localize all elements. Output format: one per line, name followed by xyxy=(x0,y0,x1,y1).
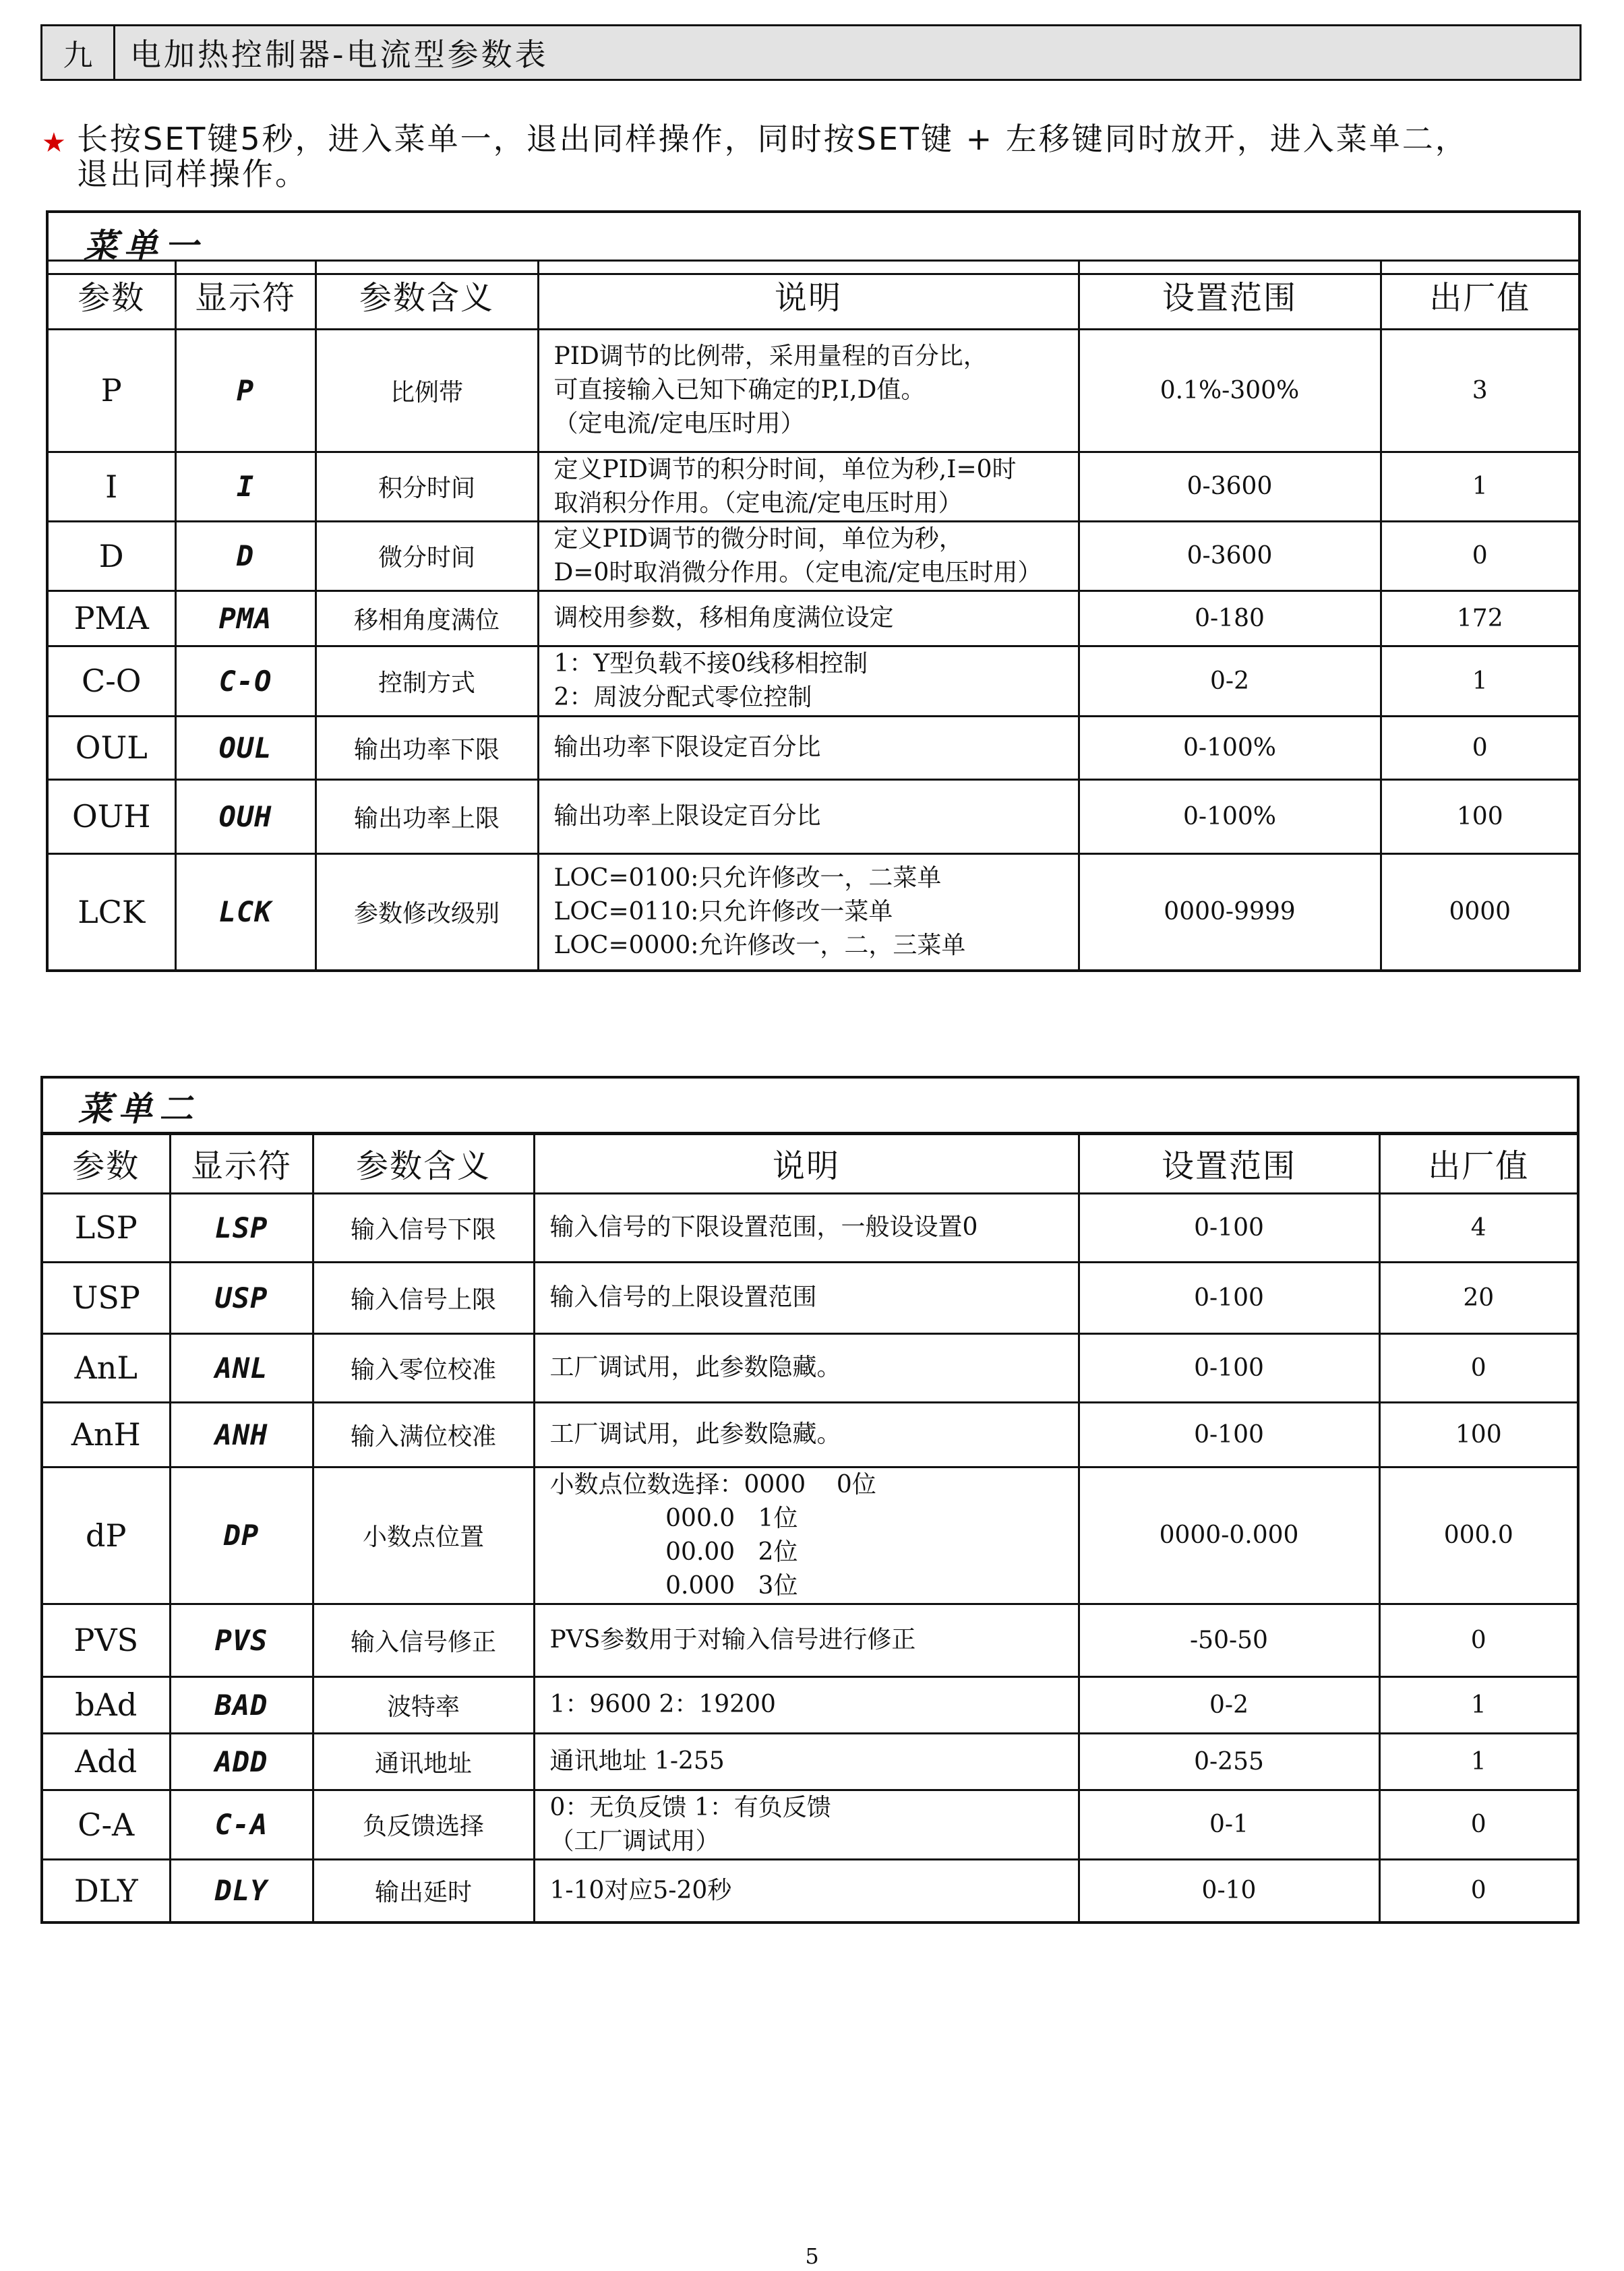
param-cell: P xyxy=(49,329,175,452)
description-line: 输出功率下限设定百分比 xyxy=(553,733,821,761)
menu1-header-row xyxy=(49,260,1578,329)
table-row xyxy=(49,452,1578,521)
header-display: 显示符 xyxy=(175,260,315,329)
description-line: 1：Y型负载不接0线移相控制 xyxy=(553,650,868,677)
table-row xyxy=(49,329,1578,452)
description-line: （工厂调试用） xyxy=(549,1827,720,1855)
range-cell: 0-100% xyxy=(1079,716,1381,779)
description-line: 工厂调试用，此参数隐藏。 xyxy=(549,1354,841,1381)
description-cell xyxy=(534,1733,1079,1790)
table-row xyxy=(43,1733,1577,1790)
description-line: 定义PID调节的微分时间，单位为秒， xyxy=(553,524,963,553)
description-line: 通讯地址 1-255 xyxy=(549,1747,725,1775)
table-row xyxy=(49,591,1578,646)
description-cell xyxy=(534,1402,1079,1467)
meaning-cell: 波特率 xyxy=(313,1676,534,1733)
description-line: 000.0 1位 xyxy=(549,1504,798,1532)
range-cell: 0-180 xyxy=(1079,591,1381,646)
description-line: D=0时取消微分作用。（定电流/定电压时用） xyxy=(553,558,1042,586)
range-cell: 0-100 xyxy=(1079,1262,1379,1333)
description-cell xyxy=(534,1790,1079,1859)
display-symbol-cell: ANL xyxy=(170,1333,313,1402)
section-number: 九 xyxy=(42,26,115,79)
meaning-cell: 输入满位校准 xyxy=(313,1402,534,1467)
display-symbol-cell: OUL xyxy=(175,716,315,779)
star-icon: ★ xyxy=(42,127,68,158)
default-cell: 000.0 xyxy=(1379,1467,1577,1604)
description-line: LOC=0000:允许修改一，二，三菜单 xyxy=(553,931,966,959)
header-param: 参数 xyxy=(43,1132,170,1193)
header-param: 参数 xyxy=(49,260,175,329)
param-cell: PVS xyxy=(43,1604,170,1676)
param-cell: I xyxy=(49,452,175,521)
param-cell: dP xyxy=(43,1467,170,1604)
description-cell xyxy=(538,521,1079,591)
table-row xyxy=(43,1859,1577,1921)
meaning-cell: 参数修改级别 xyxy=(315,853,538,969)
display-symbol-cell: PVS xyxy=(170,1604,313,1676)
table-row xyxy=(49,779,1578,853)
header-display: 显示符 xyxy=(170,1132,313,1193)
header-desc: 说明 xyxy=(534,1132,1079,1193)
default-cell: 3 xyxy=(1381,329,1578,452)
description-line: 取消积分作用。（定电流/定电压时用） xyxy=(553,489,963,517)
default-cell: 172 xyxy=(1381,591,1578,646)
range-cell: 0-10 xyxy=(1079,1859,1379,1921)
table-row xyxy=(49,646,1578,716)
default-cell: 1 xyxy=(1379,1733,1577,1790)
range-cell: 0-100 xyxy=(1079,1193,1379,1262)
table-row xyxy=(43,1402,1577,1467)
display-symbol-cell: ADD xyxy=(170,1733,313,1790)
range-cell: 0-2 xyxy=(1079,646,1381,716)
meaning-cell: 小数点位置 xyxy=(313,1467,534,1604)
description-line: LOC=0110:只允许修改一菜单 xyxy=(553,897,893,926)
description-cell xyxy=(534,1333,1079,1402)
range-cell: 0.1%-300% xyxy=(1079,329,1381,452)
description-cell xyxy=(538,591,1079,646)
range-cell: 0-3600 xyxy=(1079,452,1381,521)
range-cell: 0000-0.000 xyxy=(1079,1467,1379,1604)
menu1-title: 菜单一 xyxy=(49,213,1578,275)
table-row xyxy=(49,716,1578,779)
meaning-cell: 积分时间 xyxy=(315,452,538,521)
description-cell xyxy=(534,1193,1079,1262)
header-default: 出厂值 xyxy=(1381,260,1578,329)
display-symbol-cell: D xyxy=(175,521,315,591)
table-row xyxy=(49,853,1578,969)
param-cell: OUL xyxy=(49,716,175,779)
display-symbol-cell: LCK xyxy=(175,853,315,969)
param-cell: PMA xyxy=(49,591,175,646)
default-cell: 0000 xyxy=(1381,853,1578,969)
meaning-cell: 输入信号下限 xyxy=(313,1193,534,1262)
range-cell: 0-100 xyxy=(1079,1333,1379,1402)
display-symbol-cell: USP xyxy=(170,1262,313,1333)
description-cell xyxy=(538,452,1079,521)
meaning-cell: 输出延时 xyxy=(313,1859,534,1921)
param-cell: Add xyxy=(43,1733,170,1790)
display-symbol-cell: BAD xyxy=(170,1676,313,1733)
description-cell xyxy=(538,853,1079,969)
param-cell: C-O xyxy=(49,646,175,716)
table-row xyxy=(43,1262,1577,1333)
description-cell xyxy=(534,1467,1079,1604)
meaning-cell: 移相角度满位 xyxy=(315,591,538,646)
description-cell xyxy=(538,646,1079,716)
default-cell: 0 xyxy=(1381,521,1578,591)
description-line: 定义PID调节的积分时间，单位为秒,I=0时 xyxy=(553,455,1017,483)
meaning-cell: 输出功率上限 xyxy=(315,779,538,853)
section-header xyxy=(40,24,1582,81)
description-cell xyxy=(534,1859,1079,1921)
display-symbol-cell: P xyxy=(175,329,315,452)
description-line: LOC=0100:只允许修改一，二菜单 xyxy=(553,864,942,892)
param-cell: C-A xyxy=(43,1790,170,1859)
description-cell xyxy=(534,1676,1079,1733)
default-cell: 0 xyxy=(1379,1859,1577,1921)
param-cell: AnH xyxy=(43,1402,170,1467)
param-cell: USP xyxy=(43,1262,170,1333)
display-symbol-cell: C-O xyxy=(175,646,315,716)
param-cell: LSP xyxy=(43,1193,170,1262)
description-line: 输入信号的下限设置范围，一般设设置0 xyxy=(549,1213,978,1241)
meaning-cell: 输入信号上限 xyxy=(313,1262,534,1333)
menu2-header-row xyxy=(43,1132,1577,1193)
range-cell: 0-1 xyxy=(1079,1790,1379,1859)
range-cell: 0-2 xyxy=(1079,1676,1379,1733)
display-symbol-cell: OUH xyxy=(175,779,315,853)
description-line: （定电流/定电压时用） xyxy=(553,410,805,437)
default-cell: 1 xyxy=(1381,452,1578,521)
default-cell: 1 xyxy=(1379,1676,1577,1733)
table-row xyxy=(43,1604,1577,1676)
table-row xyxy=(43,1790,1577,1859)
display-symbol-cell: DP xyxy=(170,1467,313,1604)
header-meaning: 参数含义 xyxy=(315,260,538,329)
table-row xyxy=(49,521,1578,591)
display-symbol-cell: DLY xyxy=(170,1859,313,1921)
description-line: 输出功率上限设定百分比 xyxy=(553,802,821,830)
range-cell: 0-100 xyxy=(1079,1402,1379,1467)
menu1-body xyxy=(49,329,1578,969)
page-number: 5 xyxy=(805,2243,819,2269)
range-cell: 0000-9999 xyxy=(1079,853,1381,969)
param-cell: AnL xyxy=(43,1333,170,1402)
default-cell: 0 xyxy=(1379,1604,1577,1676)
default-cell: 0 xyxy=(1379,1790,1577,1859)
description-cell xyxy=(538,716,1079,779)
default-cell: 100 xyxy=(1379,1402,1577,1467)
param-cell: bAd xyxy=(43,1676,170,1733)
param-cell: OUH xyxy=(49,779,175,853)
description-line: 0：无负反馈 1：有负反馈 xyxy=(549,1793,831,1821)
menu1-table xyxy=(46,210,1581,972)
meaning-cell: 比例带 xyxy=(315,329,538,452)
description-line: 0.000 3位 xyxy=(549,1571,798,1600)
range-cell: 0-255 xyxy=(1079,1733,1379,1790)
param-cell: DLY xyxy=(43,1859,170,1921)
display-symbol-cell: ANH xyxy=(170,1402,313,1467)
param-cell: LCK xyxy=(49,853,175,969)
instruction-line-1: 长按SET键5秒，进入菜单一，退出同样操作，同时按SET键 + 左移键同时放开，进入菜单二， xyxy=(77,121,1468,157)
range-cell: 0-100% xyxy=(1079,779,1381,853)
menu2-title: 菜单二 xyxy=(43,1079,1577,1135)
header-default: 出厂值 xyxy=(1379,1132,1577,1193)
header-range: 设置范围 xyxy=(1079,1132,1379,1193)
meaning-cell: 输入信号修正 xyxy=(313,1604,534,1676)
meaning-cell: 通讯地址 xyxy=(313,1733,534,1790)
description-cell xyxy=(538,329,1079,452)
description-line: 00.00 2位 xyxy=(549,1538,798,1566)
meaning-cell: 输出功率下限 xyxy=(315,716,538,779)
table-row xyxy=(43,1467,1577,1604)
description-line: 1-10对应5-20秒 xyxy=(549,1876,732,1904)
table-row xyxy=(43,1193,1577,1262)
meaning-cell: 负反馈选择 xyxy=(313,1790,534,1859)
description-line: 2：周波分配式零位控制 xyxy=(553,684,812,711)
description-line: 小数点位数选择：0000 0位 xyxy=(549,1470,876,1498)
default-cell: 1 xyxy=(1381,646,1578,716)
param-cell: D xyxy=(49,521,175,591)
table-row xyxy=(43,1676,1577,1733)
description-cell xyxy=(534,1262,1079,1333)
description-line: PVS参数用于对输入信号进行修正 xyxy=(549,1626,916,1654)
description-cell xyxy=(534,1604,1079,1676)
description-line: 1：9600 2：19200 xyxy=(549,1691,776,1718)
menu2-table xyxy=(40,1076,1580,1924)
table-row xyxy=(43,1333,1577,1402)
display-symbol-cell: I xyxy=(175,452,315,521)
default-cell: 100 xyxy=(1381,779,1578,853)
display-symbol-cell: LSP xyxy=(170,1193,313,1262)
description-line: 输入信号的上限设置范围 xyxy=(549,1283,817,1311)
meaning-cell: 控制方式 xyxy=(315,646,538,716)
default-cell: 20 xyxy=(1379,1262,1577,1333)
meaning-cell: 输入零位校准 xyxy=(313,1333,534,1402)
description-cell xyxy=(538,779,1079,853)
range-cell: -50-50 xyxy=(1079,1604,1379,1676)
display-symbol-cell: PMA xyxy=(175,591,315,646)
default-cell: 4 xyxy=(1379,1193,1577,1262)
default-cell: 0 xyxy=(1379,1333,1577,1402)
display-symbol-cell: C-A xyxy=(170,1790,313,1859)
section-title: 电加热控制器-电流型参数表 xyxy=(130,36,549,73)
description-line: 可直接输入已知下确定的P,I,D值。 xyxy=(553,376,926,404)
meaning-cell: 微分时间 xyxy=(315,521,538,591)
range-cell: 0-3600 xyxy=(1079,521,1381,591)
description-line: 工厂调试用，此参数隐藏。 xyxy=(549,1420,841,1448)
instruction-line-2: 退出同样操作。 xyxy=(77,156,308,192)
description-line: 调校用参数，移相角度满位设定 xyxy=(553,604,894,632)
header-desc: 说明 xyxy=(538,260,1079,329)
header-meaning: 参数含义 xyxy=(313,1132,534,1193)
header-range: 设置范围 xyxy=(1079,260,1381,329)
menu2-body xyxy=(43,1193,1577,1921)
default-cell: 0 xyxy=(1381,716,1578,779)
description-line: PID调节的比例带，采用量程的百分比， xyxy=(553,342,988,370)
